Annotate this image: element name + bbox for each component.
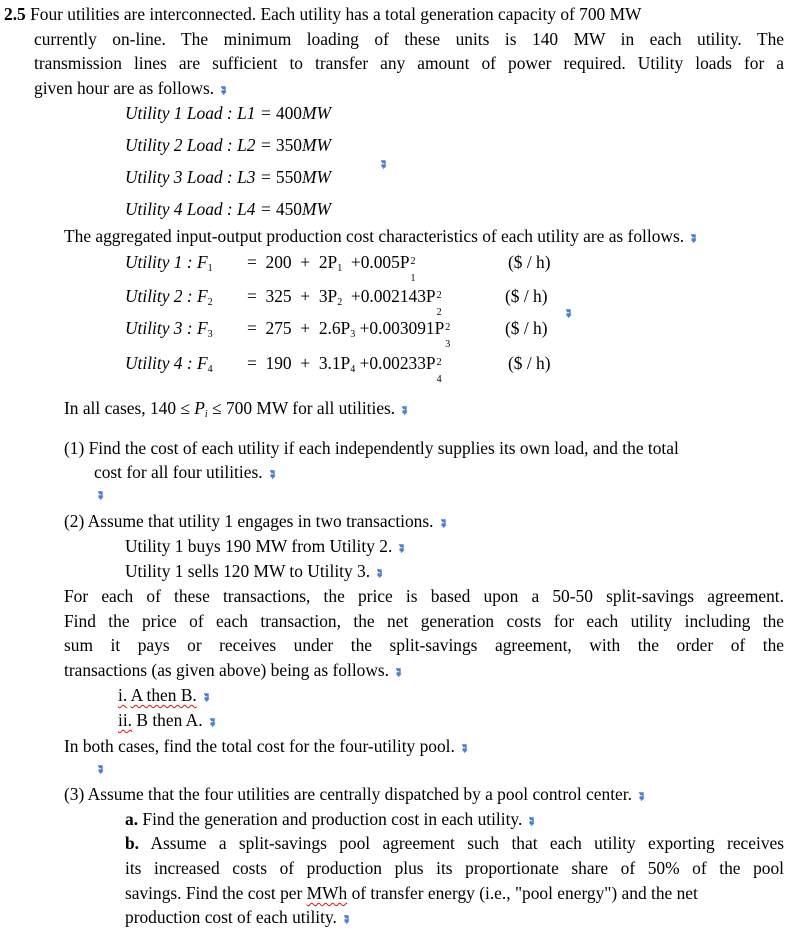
part2-transaction-1: Utility 1 buys 190 MW from Utility 2. bbox=[125, 535, 405, 557]
part1-line-1: (1) Find the cost of each utility if each independently supplies its own load, and the total bbox=[64, 438, 679, 458]
load-utility-1: Utility 1 Load : L1 = 400MW bbox=[125, 103, 331, 123]
part1-line-2: cost for all four utilities. bbox=[94, 461, 276, 483]
problem-intro-line-1: 2.5 Four utilities are interconnected. Each utility has a total generation capacity of 700 MW bbox=[4, 4, 642, 24]
paragraph-mark-icon bbox=[97, 491, 104, 500]
cost-eq-2-rhs: = $325 + 3P_2 +0.002143P$ 2 2 bbox=[247, 286, 442, 318]
paragraph-mark-icon bbox=[376, 569, 383, 578]
cost-intro: The aggregated input-output production cost characteristics of each utility are as follows. bbox=[64, 225, 697, 247]
cost-eq-2-label: Utility 2 : $F_2$ bbox=[125, 286, 213, 308]
part3-b-line-1: b. Assume a split-savings pool agreement such that each utility exporting receives bbox=[125, 833, 785, 853]
paragraph-mark-icon bbox=[565, 309, 572, 318]
paragraph-mark-icon bbox=[395, 668, 402, 677]
load-utility-3: Utility 3 Load : L3 = 550MW bbox=[125, 167, 331, 187]
cost-eq-3-unit: ($ / h) bbox=[505, 318, 548, 338]
part2-transaction-2: Utility 1 sells 120 MW to Utility 3. bbox=[125, 560, 383, 582]
part2-para-line-1: For each of these transactions, the price is based upon a 50-50 split-savings agreement. bbox=[64, 586, 784, 606]
part2-para-line-2: Find the price of each transaction, the net generation costs for each utility including the bbox=[64, 611, 784, 631]
paragraph-mark-icon bbox=[269, 470, 276, 479]
paragraph-mark-icon bbox=[440, 519, 447, 528]
part2-order-ii: ii. B then A. bbox=[118, 709, 216, 731]
paragraph-mark-icon bbox=[380, 160, 387, 169]
load-utility-4: Utility 4 Load : L4 = 450MW bbox=[125, 199, 331, 219]
paragraph-mark-icon bbox=[401, 406, 408, 415]
constraint: In all cases, $140 \le P_i \le 700$ MW for all utilities. bbox=[64, 397, 408, 419]
paragraph-mark-icon bbox=[398, 544, 405, 553]
part3-b-line-3: savings. Find the cost per MWh of transfer energy (i.e., "pool energy") and the net bbox=[125, 883, 698, 903]
part2-order-i: i. A then B. bbox=[118, 684, 210, 706]
problem-number: 2.5 bbox=[4, 4, 26, 24]
cost-eq-1-unit: ($ / h) bbox=[508, 252, 551, 272]
paragraph-mark-icon bbox=[461, 744, 468, 753]
paragraph-mark-icon bbox=[638, 792, 645, 801]
problem-intro-line-3: transmission lines are sufficient to transfer any amount of power required. Utility loads for a bbox=[34, 53, 784, 73]
cost-eq-4-unit: ($ / h) bbox=[508, 353, 551, 373]
part3-b-line-2: its increased costs of production plus its proportionate share of 50% of the pool bbox=[125, 858, 784, 878]
paragraph-mark-icon bbox=[220, 86, 227, 95]
paragraph-mark-icon bbox=[209, 718, 216, 727]
load-utility-2: Utility 2 Load : L2 = 350MW bbox=[125, 135, 331, 155]
cost-eq-4-rhs: = $190 + 3.1P_4 +0.00233P$ 2 4 bbox=[247, 353, 442, 385]
part3-b-line-4: production cost of each utility. bbox=[125, 906, 350, 928]
part2-closing: In both cases, find the total cost for the four-utility pool. bbox=[64, 735, 468, 757]
paragraph-mark-icon bbox=[203, 693, 210, 702]
paragraph-mark-icon bbox=[690, 234, 697, 243]
part2-para-line-3: sum it pays or receives under the split-savings agreement, with the order of the bbox=[64, 635, 784, 655]
part2-line-1: (2) Assume that utility 1 engages in two transactions. bbox=[64, 510, 447, 532]
problem-intro-line-4: given hour are as follows. bbox=[34, 77, 227, 99]
part3-line-1: (3) Assume that the four utilities are centrally dispatched by a pool control center. bbox=[64, 783, 645, 805]
cost-eq-2-unit: ($ / h) bbox=[505, 286, 548, 306]
problem-intro-line-2: currently on-line. The minimum loading of these units is 140 MW in each utility. The bbox=[34, 29, 784, 49]
cost-eq-1-rhs: = $200 + 2P_1 +0.005P$ 2 1 bbox=[247, 252, 416, 284]
cost-eq-4-label: Utility 4 : $F_4$ bbox=[125, 353, 213, 375]
paragraph-mark-icon bbox=[528, 817, 535, 826]
part3-a: a. Find the generation and production cost in each utility. bbox=[125, 808, 535, 830]
paragraph-mark-icon bbox=[97, 765, 104, 774]
cost-eq-3-rhs: = $275 + 2.6P_3 +0.003091P$ 2 3 bbox=[247, 318, 451, 350]
paragraph-mark-icon bbox=[343, 915, 350, 924]
cost-eq-1-label: Utility 1 : $F_1$ bbox=[125, 252, 213, 274]
part2-para-line-4: transactions (as given above) being as follows. bbox=[64, 659, 402, 681]
cost-eq-3-label: Utility 3 : $F_3$ bbox=[125, 318, 213, 340]
